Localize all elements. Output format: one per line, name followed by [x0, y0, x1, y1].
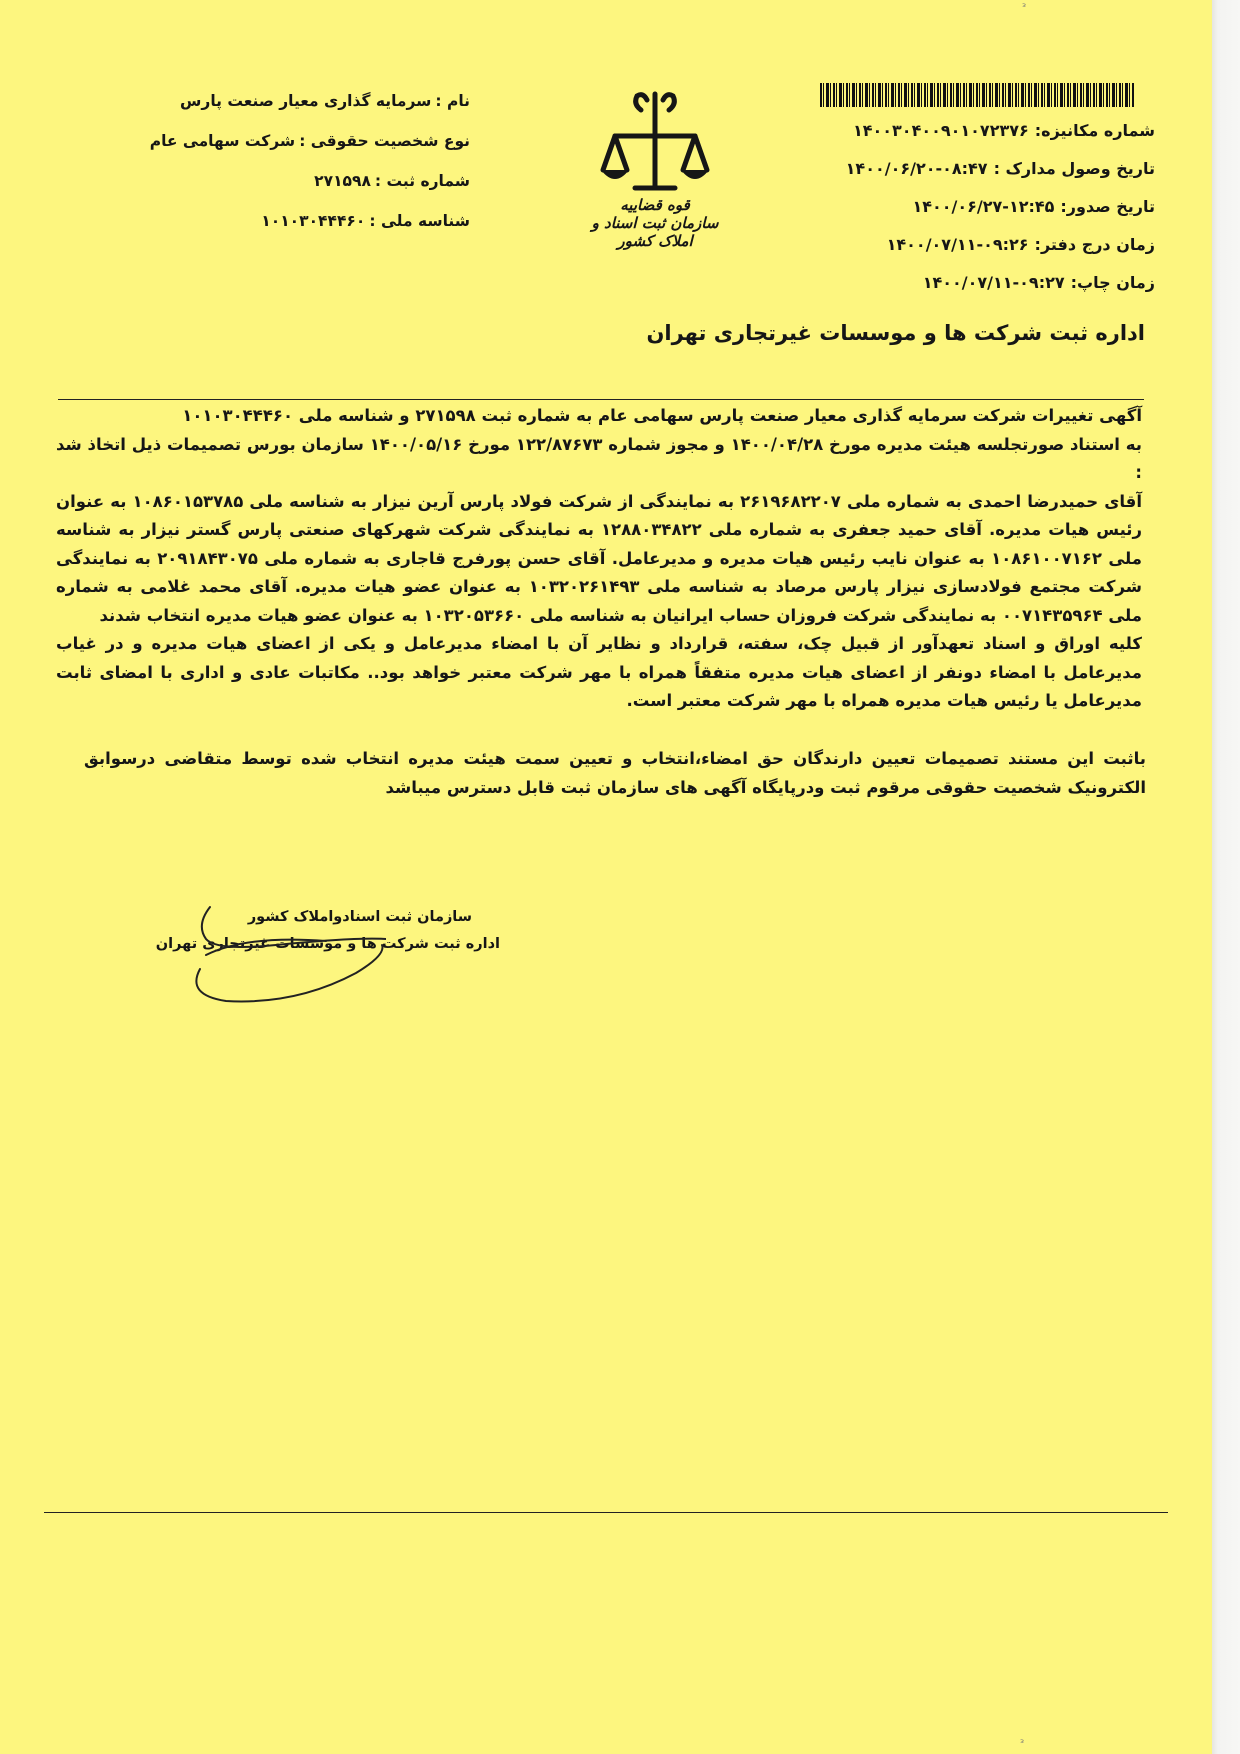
company-type-row [70, 126, 470, 166]
printed-time-value: ۰۹:۲۷-۱۴۰۰/۰۷/۱۱ [922, 273, 1065, 292]
company-type-label: نوع شخصیت حقوقی : [299, 132, 470, 150]
office-title: اداره ثبت شرکت ها و موسسات غیرتجاری تهران [646, 321, 1145, 345]
notice-appointments: آقای حمیدرضا احمدی به شماره ملی ۲۶۱۹۶۸۲۲۰۷ به نمایندگی از شرکت فولاد پارس آرین نیزار به شناسه ملی ۱۰۸۶۰۱۵۳۷۸۵ به عنوان رئیس هیات مدیره. آقای حمید جعفری به شماره ملی ۱۲۸۸۰۳۴۸۲۲ به نمایندگی شرکت شهرکهای صنعتی پارس گستر نیزار به شناسه ملی ۱۰۸۶۱۰۰۷۱۶۲ به عنوان نایب رئیس هیات مدیره و مدیرعامل. آقای حسن پورفرج قاجاری به شماره ملی ۲۰۹۱۸۴۳۰۷۵ به نمایندگی شرکت مجتمع فولادسازی نیزار پارس مرصاد به شناسه ملی ۱۰۳۲۰۲۶۱۴۹۳ به عنوان عضو هیات مدیره. آقای محمد غلامی به شماره ملی ۰۰۷۱۴۳۵۹۶۴ به نمایندگی شرکت فروزان حساب ایرانیان به شناسه ملی ۱۰۳۲۰۵۳۶۶۰ به عنوان عضو هیات مدیره انتخاب شدند [56, 491, 1143, 625]
divider-top [58, 399, 1144, 400]
national-id-value: ۱۰۱۰۳۰۴۴۴۶۰ [261, 212, 366, 230]
barcode [820, 83, 1134, 107]
closing-text: باثبت این مستند تصمیمات تعیین دارندگان حق امضاء،انتخاب و تعیین سمت هیئت مدیره انتخاب شده توسط متقاضی درسوابق الکترونیک شخصیت حقوقی مرقوم ثبت ودرپایگاه آگهی های سازمان ثبت قابل دسترس میباشد [84, 749, 1146, 797]
notice-signatories: کلیه اوراق و اسناد تعهدآور از قبیل چک، سفته، قرارداد و نظایر آن با امضاء مدیرعامل و یکی از اعضای هیات مدیره و در غیاب مدیرعامل با امضاء دونفر از اعضای هیات مدیره متفقاً همراه با مهر شرکت معتبر خواهد بود.. مکاتبات عادی و اداری با امضای ثابت مدیرعامل یا رئیس هیات مدیره همراه با مهر شرکت معتبر است. [56, 634, 1142, 710]
emblem-caption [585, 196, 725, 250]
registered-time-label: زمان درج دفتر: [1034, 235, 1155, 254]
national-id-row [70, 206, 470, 246]
divider-bottom [44, 1512, 1168, 1513]
scan-margin [1212, 0, 1240, 1754]
scan-speck: ᵌ [1020, 1736, 1025, 1750]
mechanized-number-label: شماره مکانیزه: [1034, 121, 1155, 140]
registration-number-row [70, 166, 470, 206]
received-date-label: تاریخ وصول مدارک : [993, 159, 1155, 178]
scan-speck: ᵌ [1022, 0, 1027, 14]
company-info [70, 86, 470, 246]
notice-basis: به استناد صورتجلسه هیئت مدیره مورخ ۱۴۰۰/۰۴/۲۸ و مجوز شماره ۱۲۲/۸۷۶۷۳ مورخ ۱۴۰۰/۰۵/۱۶ سازمان بورس تصمیمات ذیل اتخاذ شد : [56, 434, 1142, 482]
printed-time-label: زمان چاپ: [1070, 273, 1155, 292]
emblem-line1: قوه قضاییه [620, 196, 690, 214]
registration-number-label: شماره ثبت : [374, 172, 470, 190]
closing-statement [84, 744, 1146, 802]
issued-date-row [735, 192, 1155, 230]
notice-heading: آگهی تغییرات شرکت سرمایه گذاری معیار صنعت پارس سهامی عام به شماره ثبت ۲۷۱۵۹۸ و شناسه ملی ۱۰۱۰۳۰۴۴۴۶۰ [182, 406, 1142, 425]
mechanized-number-row [735, 116, 1155, 154]
registered-time-value: ۰۹:۲۶-۱۴۰۰/۰۷/۱۱ [886, 235, 1029, 254]
company-name-row [70, 86, 470, 126]
national-id-label: شناسه ملی : [369, 212, 470, 230]
issued-date-value: ۱۲:۴۵-۱۴۰۰/۰۶/۲۷ [912, 197, 1055, 216]
mechanized-number-value: ۱۴۰۰۳۰۴۰۰۹۰۱۰۷۲۳۷۶ [852, 121, 1029, 140]
registration-number-value: ۲۷۱۵۹۸ [314, 172, 371, 190]
signature-org: سازمان ثبت اسنادواملاک کشور [247, 909, 472, 925]
company-name-label: نام : [435, 92, 470, 110]
registered-time-row [735, 230, 1155, 268]
emblem-line2: سازمان ثبت اسناد و املاک کشور [591, 214, 719, 250]
company-name-value: سرمایه گذاری معیار صنعت پارس [180, 92, 432, 110]
signature-office: اداره ثبت شرکت ها و موسسات غیرتجاری تهران [155, 936, 500, 952]
received-date-row [735, 154, 1155, 192]
issued-date-label: تاریخ صدور: [1060, 197, 1155, 216]
received-date-value: ۰۸:۴۷-۱۴۰۰/۰۶/۲۰ [845, 159, 988, 178]
printed-time-row [735, 268, 1155, 306]
company-type-value: شرکت سهامی عام [149, 132, 296, 150]
handwritten-signature-icon [186, 895, 386, 1015]
header-meta [735, 116, 1155, 306]
notice-body [56, 402, 1142, 716]
